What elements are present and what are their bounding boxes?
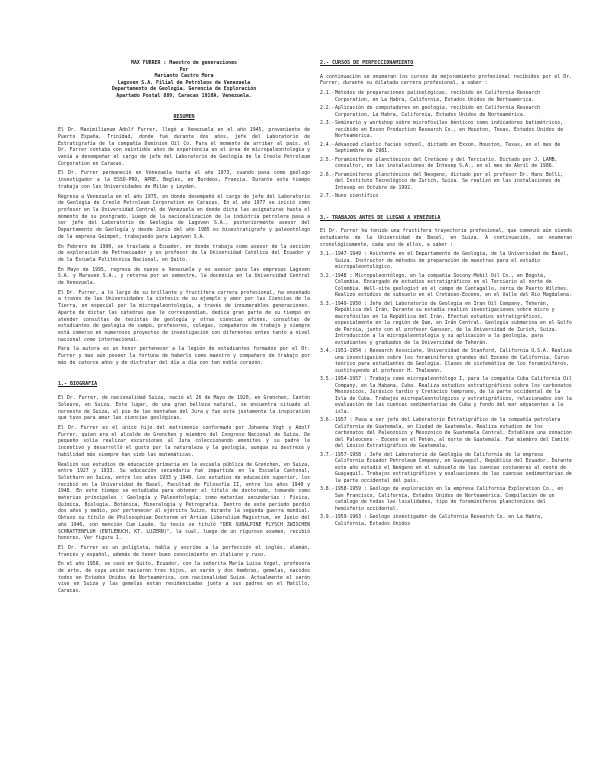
item-number: 3.5.-: [320, 377, 335, 383]
author-affiliation-3: Apartado Postal 889, Caracas 1010A, Venezuela.: [116, 92, 252, 99]
resumen-heading: RESUMEN: [173, 113, 195, 120]
list-item: [320, 106, 572, 119]
cursos-list: [320, 91, 572, 201]
item-text: Foraminíferos planctónicos del Cretáceo y del Terciario. Dictado por J. LAMB, consultor, en las instalaciones de Intevep S.A., en el mes de Abril de 1986.: [335, 157, 558, 170]
left-column: [58, 0, 310, 776]
item-text: 1949-1950 : Jefe del Laboratorio de Geología en Iran Oil Company, Teherán, República del Irán. Durante su estadía realizó investigaciones sobre micro y macrofósiles en la República del Irán. Efectuó estudios estratigráficos, especialmente en la región de Qum, en Irán Central. Geología submarina en el Golfo de Persia, junto con el profesor Gansser, de la Universidad de Zurich, Suiza. Introducción a la micropaleontología y su aplicación a la geología, para estudiantes y graduados de la Universidad de Teherán.: [335, 301, 572, 346]
item-text: Aplicación de computadores en geología, recibido en California Research Corporation, La Habra, California, Estados Unidos de Norteamérica.: [335, 106, 541, 118]
item-text: 1959-1963 : Geólogo investigador de California Research Co. en La Habra, California, Estados Unidos: [335, 515, 543, 527]
biografia-heading: 1.- BIOGRAFIA: [58, 381, 98, 388]
item-number: 2.6.-: [320, 172, 335, 178]
item-number: 2.4.-: [320, 142, 335, 148]
item-number: 3.8.-: [320, 487, 335, 493]
biografia-paragraph: Realizó sus estudios de educación primaria en la escuela pública de Grenchen, en Suiza, entre 1927 y 1933. Su educación secundaria fué impartida en la Escuela Cantonal, Solothurn en Suiza, entre los años 1933 y 1940. Los estudios de educación superior, los recibió en la Universidad de Basel, Facultad de Filosofía II, entre los años 1940 y 1948. En este tiempo se estudiaba para obtener el título de doctorado, tomando como materias principales : Geología y Paleontología; como materias secundarias : Física, Química, Biología, Botánica, Mineralogía y Petrografía. Dentro de este período perdió dos años y medio, por pertenecer al ejército Suizo, durante la segunda guerra mundial. Obtuvo su título de Philosophiae Doctorem et Artium Liberalium Magistrum, en Junio del año 1946, con mención Cum Laude. Su tesis se tituló "DER SUBALPINE FLYSCH ZWISCHEN SCHRATTENFLUH (ENTLEBUCH, KT. LUZERN)", la cual, luego de un riguroso examen, recibió honores. Ver figura 1.: [58, 462, 310, 542]
item-number: 3.9.-: [320, 515, 335, 521]
item-text: Seminario y workshop sobre microfósiles bénticos como indicadores batimétricos, recibido en Exxon Production Research Co., en Houston, Texas, Estados Unidos de Norteamérica.: [335, 121, 564, 140]
biografia-paragraph: El Dr. Furrer es un políglota, habla y escribe a la perfección el inglés, alemán, francés y español, además de tener buen conocimiento en italiano y ruso.: [58, 545, 310, 558]
list-item: [320, 143, 572, 156]
biografia-paragraph: El Dr. Furrer, de nacionalidad Suiza, nació el 26 de Mayo de 1920, en Grenchen, Cantón Soleure, en Suiza. Este lugar, de una gran belleza natural, se encuentra situado al noroeste de Suiza, al pie de las montañas del Jura y fue esta justamente la inspiración que tuvo para amar las ciencias geológicas.: [58, 396, 310, 422]
item-number: 3.3.-: [320, 301, 335, 307]
trabajos-intro: El Dr. Furrer ha tenido una fructífera trayectoria profesional, que comenzó aún siendo estudiante de la Universidad de Basel, en Suiza. A continuación, se enumeran cronológicamente, cada uno de ellos, a saber :: [320, 229, 572, 248]
trabajos-list: [320, 252, 572, 528]
item-number: 3.2.-: [320, 273, 335, 279]
list-item: [320, 349, 572, 375]
list-item: [320, 515, 572, 528]
author-por: Por: [179, 66, 189, 73]
item-number: 2.5.-: [320, 157, 335, 163]
item-text: 1947-1949 : Asistente en el Departamento de Geología, de la Universidad de Basel, Suiza. Instructor de métodos de preparación de muestras para el estudio micropaleontológico.: [335, 252, 569, 271]
article-title: MAX FURRER : Maestro de generaciones: [131, 60, 237, 66]
list-item: [320, 302, 572, 348]
list-item: [320, 418, 572, 451]
right-column: [320, 0, 572, 776]
item-text: 1948 : Micropaleontólogo, en la compañía Socony-Mobil Oil Co., en Bogotá, Colombia. Encargado de estudios estratigráficos en el Terciario al norte de Colombia. Well-site geologist en el campo de Cantagallo, cerca de Puerto Wilches. Realizó estudios de subsuelo en el Cretáceo-Eoceno, en el Valle del Río Magdalena.: [335, 273, 572, 299]
item-number: 2.3.-: [320, 121, 335, 127]
list-item: [320, 453, 572, 486]
resumen-paragraph: En Mayo de 1995, regresa de nuevo a Venezuela y es asesor para las empresas Lagoven S.A. y Maraven S.A., y retorna por un semestre, la docencia en la Universidad Central de Venezuela.: [58, 267, 310, 287]
item-number: 3.7.-: [320, 452, 335, 458]
list-item: [320, 158, 572, 171]
trabajos-heading: 3.- TRABAJOS ANTES DE LLEGAR A VENEZUELA: [320, 214, 441, 221]
cursos-heading: 2.- CURSOS DE PERFECCIONAMIENTO: [320, 60, 414, 66]
item-text: Nuno científico: [335, 194, 379, 200]
author-name: Marianto Castro Mora: [154, 73, 214, 80]
resumen-paragraph: En Febrero de 1990, se traslada a Ecuador, en donde trabaja como asesor de la sección de exploración de Petroecuador y es profesor de la Universidad Católica del Ecuador y de la Escuela Politécnica Nacional, en Quito.: [58, 244, 310, 263]
item-text: 1957-1958 : Jefe del Laboratorio de Geología de California de la empresa California Ecuador Petroleum Company, en Guayaquil, República del Ecuador. Durante este año estudió el Neógeno en el subsuelo de las cuencas costaneras al oeste de Guayaquil. Trabajos estratigráficos y evaluaciones de las cuencas sedimentarias de la parte occidental del país.: [335, 452, 572, 484]
article-header: [58, 60, 310, 100]
item-text: 1951-1954 : Research Associate, Universidad de Stanford, California U.S.A. Realiza una investigación sobre los foraminíferos grandes del Eoceno de California. Curso teórico para estudiantes de Geología. Clases de sistemática de los foraminíferos, sustituyendo al profesor H. Thalmann.: [335, 349, 572, 374]
author-affiliation-2: Departamento de Geología. Gerencia de Exploración: [111, 86, 257, 93]
item-number: 2.2.-: [320, 106, 335, 112]
item-text: 1958-1959 : Geólogo de exploración en la empresa California Exploration Co., en San Francisco, California, Estados Unidos de Norteamérica. Compilación de un catálogo de todas las localidades, tipo de foraminíferos planctónicos del hemisferio occidental.: [335, 487, 564, 512]
resumen-paragraph: Regresa a Venezuela en el año 1975, en donde desempeñó el cargo de jefe del Laboratorio de Geología de Creole Petroleum Corporation en Caracas. En el año 1977 se inició como profesor en la Universidad Central de Venezuela en donde dicta las asignaturas hasta el momento de su postgrado. Luego de la nacionalización de la industria petrolera pasa a ser jefe del Laboratorio de Geología de Lagoven S.A., posteriormente asesor del Departamento de Geología y desde Junio del año 1985 es bioestratígrafo y paleontólogo de la empresa Geimpet, trabajando para Lagoven S.A.: [58, 194, 310, 240]
author-affiliation-1: Lagoven S.A. Filial de Petróleos de Venezuela: [117, 79, 251, 86]
item-number: 2.1.-: [320, 91, 335, 97]
resumen-paragraph: El Dr. Maximilianum Adolf Furrer, llegó a Venezuela en el año 1945, proveniente de Puerto España, Trinidad, donde fué durante dos años, jefe del Laboratorio de Estratigrafía de la compañía Dominion Oil Co. Para el momento de arribar al país, el Dr. Furrer contaba con veintidós años de experiencia en el área de micropaleontología y venía a desempeñar el cargo de jefe del Laboratorio de Geología de la Creole Petroleum Corporation en Caracas.: [58, 128, 310, 167]
item-text: 1954-1957 : Trabaja como micropaleontólogo I, para la compañía Cuba California Oil Company, en la Habana, Cuba. Realiza estudios estratigráficos sobre los carbonatos Mesozoicos, Jurásico tardío y Cretácico temprano, de la parte occidental de la Isla de Cuba. Trabajos micropaleontológicos y estratigráficos, relacionados con la evaluación de las cuencas sedimentarias de Cuba y fondo del mar adyacentes a la isla.: [335, 377, 572, 415]
resumen-paragraph: El Dr. Furrer permaneció en Venezuela hasta el año 1973, cuando pasa como geólogo investigador a la ESSO-PRO, APRE, Begles, en Burdeos, Francia. Durante este tiempo trabaja con las Universidades de Milán y Leyden.: [58, 171, 310, 190]
biografia-paragraph: El Dr. Furrer es el único hijo del matrimonio conformado por Johanna Vogt y Adolf Furrer, quien era el alcalde de Grenchen y miembro del Congreso Nacional de Suiza. De pequeño solía realizar excursiones al Jura coleccionando amonites y su padre le incentivó y desarrolló el gusto por la naturaleza y la geología, aunque su destreza y habilidad más siempre han sido las matemáticas.: [58, 425, 310, 458]
item-text: Advanced clastic facies school, dictado en Exxon, Houston, Texas, en el mes de Septiembre de 1981.: [335, 142, 561, 155]
item-number: 3.6.-: [320, 418, 335, 424]
list-item: [320, 377, 572, 416]
item-number: 3.4.-: [320, 349, 335, 355]
list-item: [320, 274, 572, 300]
item-text: 1957 : Pasa a ser jefe del Laboratorio Estratigráfico de la compañía petrolera California de Guatemala, en Ciudad de Guatemala. Realiza estudios de los carbonatos del Paleozoico y Mesozoico de Guatemala Central. Establece una zonación del Paleoceno - Eoceno en el Petén, al norte de Guatemala. Fué miembro del Comité del Léxico Estratigráfico de Guatemala.: [335, 418, 572, 450]
item-text: Foraminíferos planctónicos del Neogeno, dictado por el profesor Dr. Hans Bolli, del Instituto Tecnológico de Zurich, Suiza. Se realizó en las instalaciones de Intevep en Octubre de 1992.: [335, 172, 564, 191]
item-number: 3.1.-: [320, 252, 335, 258]
item-text: Métodos de preparaciones palinológicas, recibido en California Research Corporation, en La Habra, California, Estados Unidos de Norteamérica.: [335, 91, 541, 103]
list-item: [320, 194, 572, 201]
list-item: [320, 121, 572, 141]
list-item: [320, 252, 572, 272]
resumen-paragraph: El Dr. Furrer, a lo largo de su brillante y fructífera carrera profesional, ha enseñado a través de las Universidades la síntesis de su ejemplo y amor por las Ciencias de la Tierra, en especial por la micropaleontología, a través de innumerables generaciones. Aparte de dictar las cátedras que le correspondían, dedica gran parte de su tiempo en atender consultas de tesistas de geología y otras ciencias afines, consultas de estudiantes de geología de campo, profesores, colegas, compañeros de trabajo y siempre está inmerso en numerosos proyectos de investigación con diferentes entes tanto a nivel nacional como internacional.: [58, 290, 310, 343]
item-number: 2.7.-: [320, 194, 335, 200]
cursos-intro: A continuación se enumeran los cursos de mejoramiento profesional recibidos por el Dr. Furrer, durante su dilatada carrera profesional, a saber :: [320, 74, 572, 87]
resumen-paragraph: Para la autora es un honor pertenecer a la legión de estudiantes formados por el Dr. Furrer y mas aún poseer la fortuna de haberlo como maestro y compañero de trabajo por más de catorce años y de disfrutar del día a día con tan noble corazón.: [58, 347, 310, 366]
list-item: [320, 173, 572, 193]
biografia-paragraph: En el año 1958, se casó en Quito, Ecuador, con la señorita María Luisa Vogel, profesora de arte, de cuya unión nacieron tres hijos, un varón y dos hembras, gemelas, nacidos todos en Estados Unidos de Norteamérica, con nacionalidad Suiza. Actualmente el varón vive en Suiza y las gemelas están residenciadas junto a sus padres en el Hatillo, Caracas.: [58, 562, 310, 595]
list-item: [320, 487, 572, 513]
list-item: [320, 91, 572, 104]
